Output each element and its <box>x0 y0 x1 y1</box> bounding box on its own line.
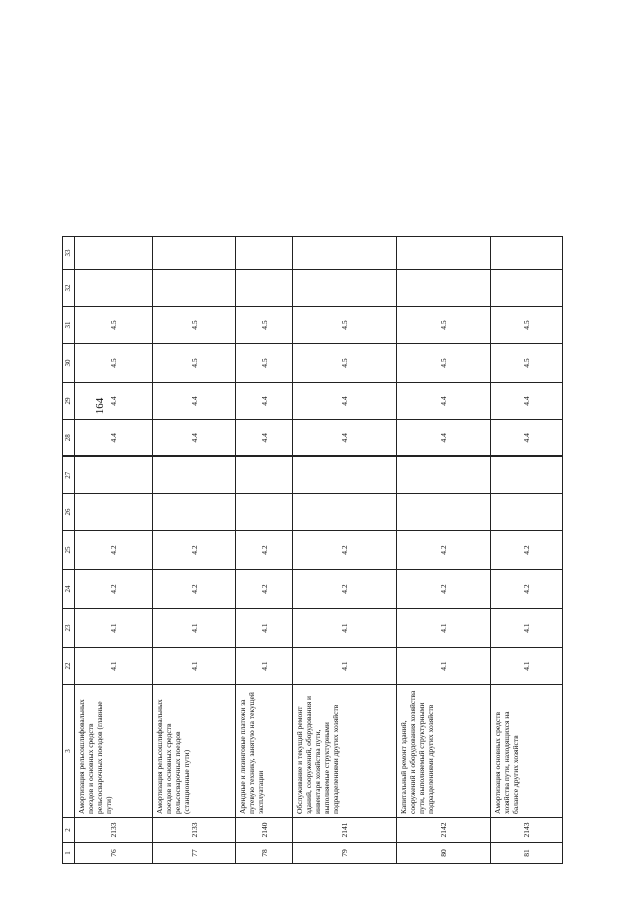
cell-c32 <box>293 270 396 307</box>
row-description: Капитальный ремонт зданий, сооружений и оборудования хозяйства пути, выполняемый структурными подразделениями других хозяйств <box>396 685 490 818</box>
cell-c26 <box>490 494 562 531</box>
cell-c22: 4.1 <box>236 648 293 685</box>
cell-c32 <box>153 270 236 307</box>
cell-c32 <box>75 270 153 307</box>
cell-c27 <box>293 457 396 494</box>
cell-c28: 4.4 <box>490 420 562 457</box>
row-description: Обслуживание и текущий ремонт зданий, сооружений, оборудования и инвентаря хозяйства пути, выполняемые структурными подразделениями других хозяйств <box>293 685 396 818</box>
cell-c22: 4.1 <box>293 648 396 685</box>
cell-c23: 4.1 <box>75 609 153 648</box>
column-header: 30 <box>63 344 75 383</box>
column-header: 26 <box>63 494 75 531</box>
cell-c31: 4.5 <box>293 307 396 344</box>
cell-c23: 4.1 <box>490 609 562 648</box>
row-number: 77 <box>153 843 236 864</box>
cell-c33 <box>293 237 396 270</box>
column-header: 31 <box>63 307 75 344</box>
cell-c28: 4.4 <box>236 420 293 457</box>
cell-c23: 4.1 <box>396 609 490 648</box>
cell-c33 <box>153 237 236 270</box>
cell-c28: 4.4 <box>396 420 490 457</box>
rotated-table-region <box>62 241 563 864</box>
cell-c27 <box>236 457 293 494</box>
cell-c32 <box>236 270 293 307</box>
page-number: 164 <box>94 397 106 415</box>
cell-c28: 4.4 <box>293 420 396 457</box>
cell-c32 <box>396 270 490 307</box>
cell-c29: 4.4 <box>236 383 293 420</box>
cell-c24: 4.2 <box>153 570 236 609</box>
row-number: 78 <box>236 843 293 864</box>
column-header: 28 <box>63 420 75 457</box>
cell-c28: 4.4 <box>153 420 236 457</box>
cell-c33 <box>396 237 490 270</box>
table-row <box>153 237 236 864</box>
cell-c22: 4.1 <box>75 648 153 685</box>
column-header: 29 <box>63 383 75 420</box>
row-number: 80 <box>396 843 490 864</box>
cell-c30: 4.5 <box>396 344 490 383</box>
column-header: 3 <box>63 685 75 818</box>
column-header: 1 <box>63 843 75 864</box>
cell-c29: 4.4 <box>490 383 562 420</box>
cell-c31: 4.5 <box>490 307 562 344</box>
cell-c33 <box>490 237 562 270</box>
cell-c30: 4.5 <box>490 344 562 383</box>
cell-c31: 4.5 <box>236 307 293 344</box>
table-row <box>75 237 153 864</box>
cell-c25: 4.2 <box>236 531 293 570</box>
cell-c26 <box>396 494 490 531</box>
cell-c24: 4.2 <box>236 570 293 609</box>
row-code: 2143 <box>490 818 562 843</box>
cell-c30: 4.5 <box>75 344 153 383</box>
cell-c28: 4.4 <box>75 420 153 457</box>
cell-c24: 4.2 <box>75 570 153 609</box>
cell-c23: 4.1 <box>293 609 396 648</box>
cell-c27 <box>396 457 490 494</box>
row-code: 2140 <box>236 818 293 843</box>
cell-c29: 4.4 <box>396 383 490 420</box>
row-number: 81 <box>490 843 562 864</box>
cell-c30: 4.5 <box>236 344 293 383</box>
row-code: 2133 <box>75 818 153 843</box>
cell-c25: 4.2 <box>153 531 236 570</box>
cell-c27 <box>153 457 236 494</box>
cell-c31: 4.5 <box>153 307 236 344</box>
cell-c24: 4.2 <box>396 570 490 609</box>
row-number: 76 <box>75 843 153 864</box>
cell-c29: 4.4 <box>75 383 153 420</box>
cell-c26 <box>153 494 236 531</box>
row-code: 2141 <box>293 818 396 843</box>
cell-c25: 4.2 <box>293 531 396 570</box>
table-row <box>490 237 562 864</box>
cell-c27 <box>490 457 562 494</box>
column-header: 32 <box>63 270 75 307</box>
cell-c31: 4.5 <box>75 307 153 344</box>
column-header: 25 <box>63 531 75 570</box>
row-number: 79 <box>293 843 396 864</box>
cell-c26 <box>236 494 293 531</box>
table-row <box>396 237 490 864</box>
cell-c23: 4.1 <box>153 609 236 648</box>
cell-c27 <box>75 457 153 494</box>
column-header: 22 <box>63 648 75 685</box>
header-row <box>63 237 75 864</box>
column-header: 23 <box>63 609 75 648</box>
cell-c25: 4.2 <box>490 531 562 570</box>
cell-c30: 4.5 <box>153 344 236 383</box>
cell-c25: 4.2 <box>75 531 153 570</box>
column-header: 33 <box>63 237 75 270</box>
column-header: 27 <box>63 457 75 494</box>
cell-c32 <box>490 270 562 307</box>
column-header: 24 <box>63 570 75 609</box>
cell-c25: 4.2 <box>396 531 490 570</box>
column-header: 2 <box>63 818 75 843</box>
table-row <box>236 237 293 864</box>
cell-c24: 4.2 <box>293 570 396 609</box>
cell-c22: 4.1 <box>396 648 490 685</box>
cell-c24: 4.2 <box>490 570 562 609</box>
cell-c26 <box>75 494 153 531</box>
row-description: Амортизация основных средств хозяйства пути, находящихся на балансе других хозяйств <box>490 685 562 818</box>
row-code: 2133 <box>153 818 236 843</box>
row-description: Амортизация рельсошлифовальных поездов и основных средств рельсосварочных поездов (главные пути) <box>75 685 153 818</box>
cell-c33 <box>75 237 153 270</box>
data-table <box>62 236 563 864</box>
cell-c31: 4.5 <box>396 307 490 344</box>
cell-c22: 4.1 <box>490 648 562 685</box>
table-row <box>293 237 396 864</box>
cell-c26 <box>293 494 396 531</box>
cell-c22: 4.1 <box>153 648 236 685</box>
cell-c23: 4.1 <box>236 609 293 648</box>
row-description: Амортизация рельсошлифовальных поездов и основных средств рельсосварочных поездов (станционные пути) <box>153 685 236 818</box>
cell-c29: 4.4 <box>293 383 396 420</box>
row-code: 2142 <box>396 818 490 843</box>
cell-c30: 4.5 <box>293 344 396 383</box>
cell-c29: 4.4 <box>153 383 236 420</box>
cell-c33 <box>236 237 293 270</box>
row-description: Арендные и лизинговые платежи за путевую технику, занятую на текущей эксплуатации <box>236 685 293 818</box>
